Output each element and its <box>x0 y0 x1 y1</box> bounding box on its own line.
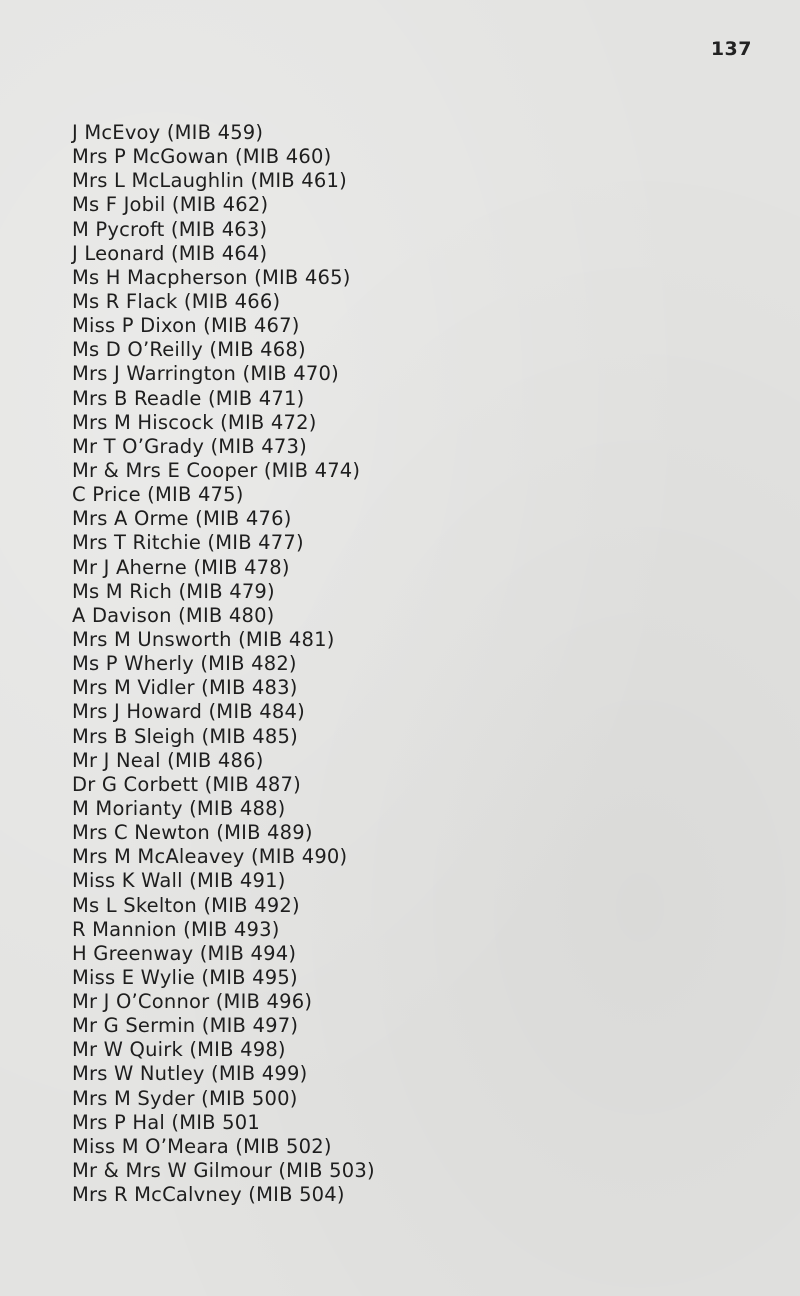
list-item: Miss M O’Meara (MIB 502) <box>72 1134 332 1158</box>
list-item: Ms D O’Reilly (MIB 468) <box>72 338 306 362</box>
list-item: Ms P Wherly (MIB 482) <box>72 652 297 676</box>
list-item: Ms H Macpherson (MIB 465) <box>72 265 351 289</box>
list-item: Mr W Quirk (MIB 498) <box>72 1038 286 1062</box>
list-item: Mrs C Newton (MIB 489) <box>72 821 313 845</box>
list-item: Mrs B Readle (MIB 471) <box>72 386 305 410</box>
list-item: Ms L Skelton (MIB 492) <box>72 893 300 917</box>
list-item: Mrs R McCalvney (MIB 504) <box>72 1183 345 1207</box>
list-item: Mrs M Syder (MIB 500) <box>72 1086 298 1110</box>
list-item: Mrs J Howard (MIB 484) <box>72 700 305 724</box>
list-item: M Morianty (MIB 488) <box>72 796 286 820</box>
list-item: Mr J Neal (MIB 486) <box>72 748 264 772</box>
list-item: R Mannion (MIB 493) <box>72 917 280 941</box>
list-item: Mrs T Ritchie (MIB 477) <box>72 531 304 555</box>
list-item: Mrs M Hiscock (MIB 472) <box>72 410 317 434</box>
list-item: Mrs B Sleigh (MIB 485) <box>72 724 298 748</box>
list-item: Miss K Wall (MIB 491) <box>72 869 286 893</box>
list-item: H Greenway (MIB 494) <box>72 941 297 965</box>
list-item: C Price (MIB 475) <box>72 483 244 507</box>
list-item: Mr & Mrs E Cooper (MIB 474) <box>72 458 361 482</box>
list-item: Mrs L McLaughlin (MIB 461) <box>72 169 347 193</box>
list-item: Mr G Sermin (MIB 497) <box>72 1014 299 1038</box>
list-item: Mr & Mrs W Gilmour (MIB 503) <box>72 1159 375 1183</box>
list-item: Mr T O’Grady (MIB 473) <box>72 434 307 458</box>
list-item: M Pycroft (MIB 463) <box>72 217 268 241</box>
list-item: Mrs M McAleavey (MIB 490) <box>72 845 348 869</box>
list-item: Mr J Aherne (MIB 478) <box>72 555 290 579</box>
list-item: Mrs M Unsworth (MIB 481) <box>72 627 335 651</box>
list-item: Mrs J Warrington (MIB 470) <box>72 362 339 386</box>
list-item: Miss P Dixon (MIB 467) <box>72 314 300 338</box>
list-item: Mrs P McGowan (MIB 460) <box>72 145 332 169</box>
list-item: Dr G Corbett (MIB 487) <box>72 772 301 796</box>
list-item: Mrs A Orme (MIB 476) <box>72 507 292 531</box>
list-item: Ms F Jobil (MIB 462) <box>72 193 269 217</box>
list-item: A Davison (MIB 480) <box>72 603 275 627</box>
list-item: Ms R Flack (MIB 466) <box>72 289 281 313</box>
list-item: Mrs M Vidler (MIB 483) <box>72 676 298 700</box>
list-item: Mrs W Nutley (MIB 499) <box>72 1062 308 1086</box>
list-item: J McEvoy (MIB 459) <box>72 121 264 144</box>
list-item: J Leonard (MIB 464) <box>72 241 268 265</box>
list-item: Ms M Rich (MIB 479) <box>72 579 275 603</box>
page-number: 137 <box>710 38 752 60</box>
list-item: Mrs P Hal (MIB 501 <box>72 1110 260 1134</box>
list-item: Mr J O’Connor (MIB 496) <box>72 990 313 1014</box>
list-item: Miss E Wylie (MIB 495) <box>72 965 298 989</box>
subscriber-list <box>72 121 375 1207</box>
